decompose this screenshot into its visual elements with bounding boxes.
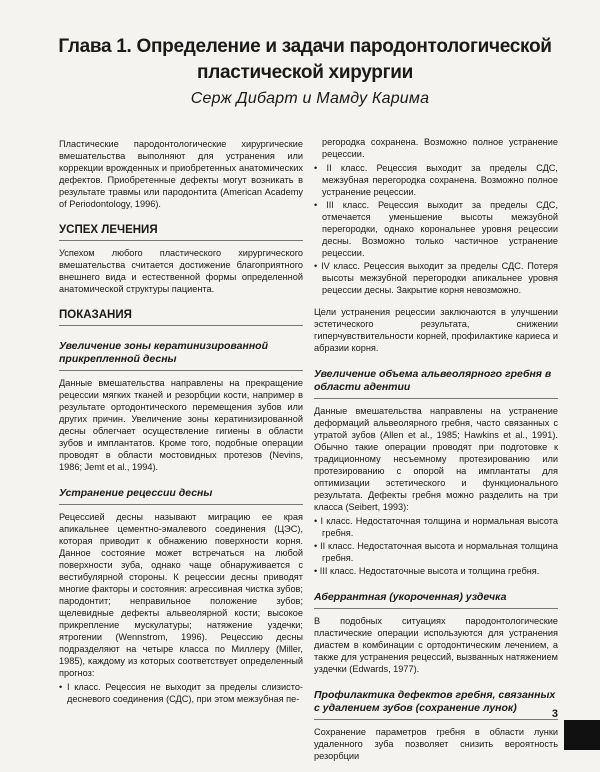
frenum-paragraph: В подобных ситуациях пародонтологические пластические операции используются для устранения диастем в комбинации с ортодонтическим лечением, а также для устранения рецессий, вызванных натяжением уздечки (Edwards, 1977).	[314, 616, 558, 674]
class1-continuation: регородка сохранена. Возможно полное устранение рецессии.	[322, 137, 558, 159]
recession-paragraph: Рецессией десны называют миграцию ее края апикальнее цементно-эмалевого соединения (ЦЭС), которая приводит к обнажению поверхности корня. Данное состояние может встречаться на любой поверхности зуба, однако чаще обнаруживается с вестибулярной стороны. К рецессии десны приводят многие факторы и состояния: агрессивная чистка зубов; пародонтит; неправильное положение зубов; щелевидные дефекты альвеолярной кости; высокое прикрепление мускулатуры; натяжение уздечки; ятрогении (Wennstrom, 1996). Рецессию десны подразделяют на четыре класса по Миллеру (Miller, 1985), каждому из которых соответствует определенный прогноз:	[59, 512, 303, 678]
goals-paragraph: Цели устранения рецессии заключаются в улучшении эстетического результата, снижении гиперчувствительности корней, профилактике кариеса и абразии корня.	[314, 307, 558, 353]
keratinized-paragraph: Данные вмешательства направлены на прекращение рецессии мягких тканей и резорбции кости, например в результате ортодонтического перемещения зубов или других причин. Увеличение зоны кератинизированной десны облегчает осуществление гигиены в области зубов и имплантатов. Кроме того, подобные операции проводят в области мостовидных протезов (Nevins, 1986; Jemt et al., 1994).	[59, 378, 303, 472]
chapter-title-line2: пластической хирургии	[197, 62, 413, 83]
page-edge-bar	[564, 720, 600, 750]
chapter-title-line1: Глава 1. Определение и задачи пародонтологической	[58, 36, 552, 57]
chapter-title	[40, 34, 570, 86]
heading-ridge: Увеличение объема альвеолярного гребня в области адентии	[314, 368, 558, 399]
right-column	[314, 136, 558, 772]
heading-recession: Устранение рецессии десны	[59, 487, 303, 505]
heading-keratinized: Увеличение зоны кератинизированной прикрепленной десны	[59, 340, 303, 371]
intro-paragraph: Пластические пародонтологические хирургические вмешательства выполняют для устранения или коррекции врожденных и приобретенных анатомических дефектов. Приобретенные дефекты могут возникать в результате травмы или пародонтита (American Academy of Periodontology, 1996).	[59, 139, 303, 209]
recession-class-1: • I класс. Рецессия не выходит за пределы слизисто-десневого соединения (СДС), при этом межзубная пе-	[59, 681, 303, 705]
chapter-authors: Серж Дибарт и Мамду Карима	[190, 90, 430, 107]
ridge-class-2: • II класс. Недостаточная высота и нормальная толщина гребня.	[314, 540, 558, 564]
ridge-paragraph: Данные вмешательства направлены на устранение деформаций альвеолярного гребня, часто связанных с утратой зубов (Allen et al., 1985; Hawkins et al., 1991). Обычно такие операции проводят при подготовке к традиционному несъемному протезированию или протезированию с опорой на имплантаты для оптимизации эстетического и функционального результата. Дефекты гребня можно разделить на три класса (Seibert, 1993):	[314, 406, 558, 512]
heading-socket: Профилактика дефектов гребня, связанных с удалением зубов (сохранение лунок)	[314, 689, 558, 720]
success-paragraph: Успехом любого пластического хирургического вмешательства считается достижение благоприятного внешнего вида и естественной формы определенной анатомической структуры пациента.	[59, 248, 303, 294]
recession-class-4: • IV класс. Рецессия выходит за пределы СДС. Потеря высоты межзубной перегородки апикальнее уровня рецессии десны. Закрытие корня невозможно.	[314, 260, 558, 296]
left-column	[59, 138, 303, 706]
heading-frenum: Аберрантная (укороченная) уздечка	[314, 591, 558, 609]
heading-success: УСПЕХ ЛЕЧЕНИЯ	[59, 224, 303, 241]
ridge-class-3: • III класс. Недостаточные высота и толщина гребня.	[314, 565, 558, 577]
ridge-class-1: • I класс. Недостаточная толщина и нормальная высота гребня.	[314, 515, 558, 539]
recession-class-2: • II класс. Рецессия выходит за пределы СДС, межзубная перегородка сохранена. Возможно полное устранение рецессии.	[314, 162, 558, 198]
socket-paragraph: Сохранение параметров гребня в области лунки удаленного зуба позволяет снизить вероятность резорбции	[314, 727, 558, 761]
heading-indications: ПОКАЗАНИЯ	[59, 309, 303, 326]
recession-class-3: • III класс. Рецессия выходит за пределы СДС, отмечается уменьшение высоты межзубной перегородки, однако корональнее уровня рецессии десны. Возможно только частичное устранение рецессии.	[314, 199, 558, 259]
page-number: 3	[551, 708, 558, 720]
